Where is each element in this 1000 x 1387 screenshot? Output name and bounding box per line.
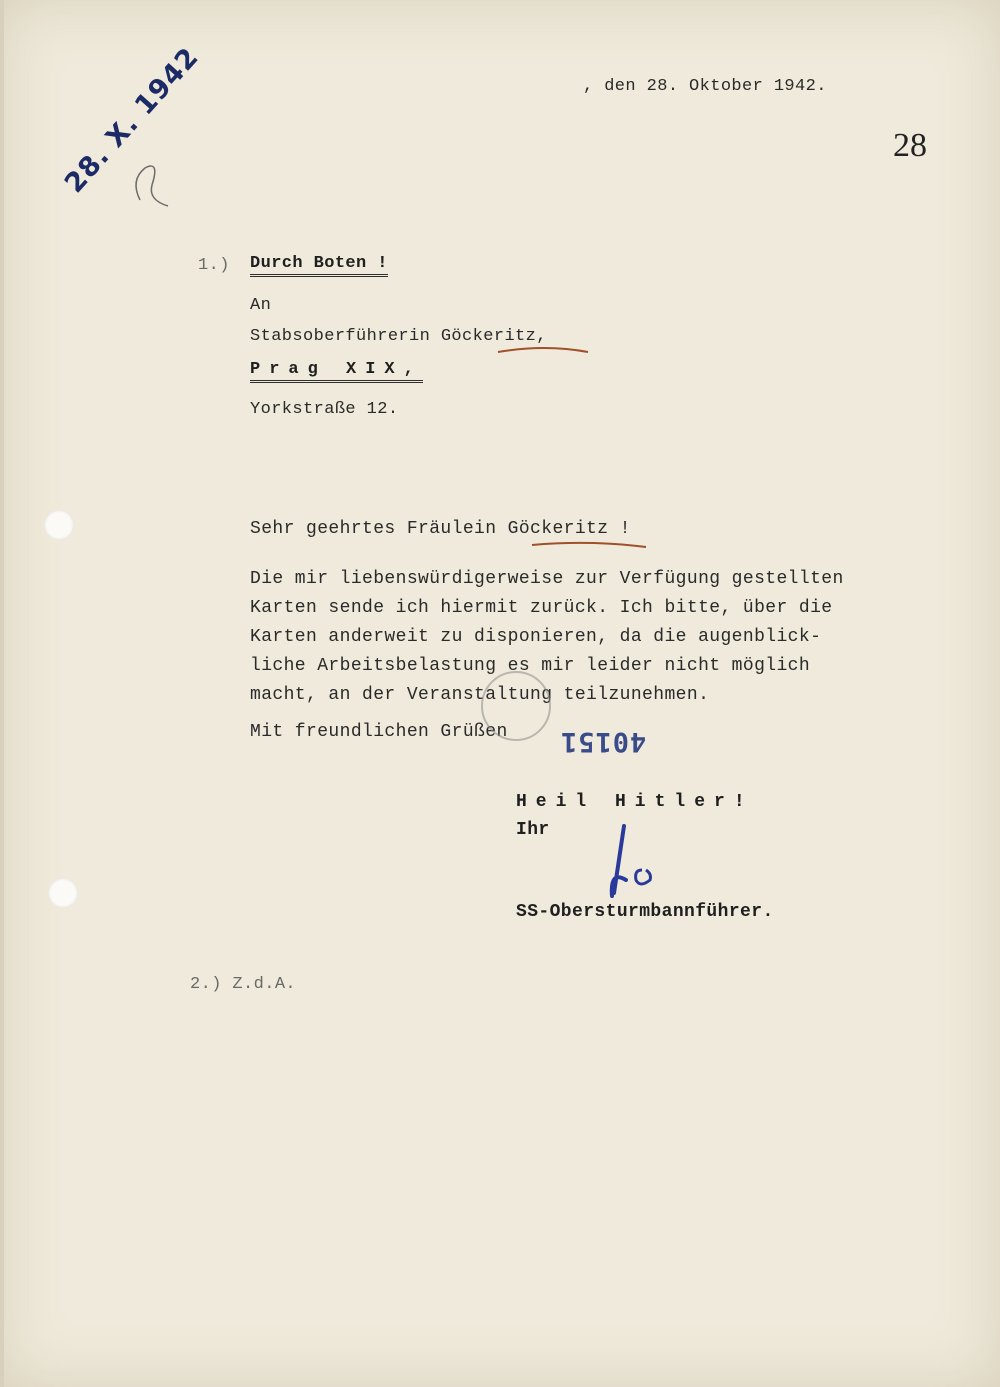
body-line: macht, an der Veranstaltung teilzunehmen. [250, 685, 710, 705]
body-line: Karten anderweit zu disponieren, da die augenblick- [250, 627, 822, 647]
handwritten-signature-loop [636, 870, 651, 884]
item-2-note: 2.) Z.d.A. [190, 975, 297, 994]
closing-line: Mit freundlichen Grüßen [250, 722, 508, 742]
recipient-city: Prag XIX, [250, 360, 423, 383]
address-to: An [250, 296, 272, 315]
pencil-initial [136, 166, 168, 206]
delivery-note: Durch Boten ! [250, 254, 388, 277]
office-seal-stamp [482, 672, 550, 740]
body-line: liche Arbeitsbelastung es mir leider nicht möglich [250, 656, 811, 676]
folio-number: 28 [893, 127, 927, 164]
registry-number-stamp: 40151 [560, 726, 647, 757]
body-line: Karten sende ich hiermit zurück. Ich bitte, über die [250, 598, 833, 618]
salutation: Sehr geehrtes Fräulein Göckeritz ! [250, 519, 631, 539]
sign-off-ihr: Ihr [516, 820, 550, 840]
red-underline-recipient [498, 348, 588, 352]
body-line: Die mir liebenswürdigerweise zur Verfügung gestellten [250, 569, 844, 589]
recipient-name: Stabsoberführerin Göckeritz, [250, 327, 547, 346]
handwritten-signature [612, 826, 626, 896]
red-underline-salutation [532, 543, 646, 547]
letter-date: , den 28. Oktober 1942. [583, 77, 827, 96]
sign-off-greeting: Heil Hitler! [516, 792, 754, 812]
received-date-stamp: 28. X. 1942 [58, 41, 206, 200]
recipient-street: Yorkstraße 12. [250, 400, 399, 419]
signatory-rank: SS-Obersturmbannführer. [516, 902, 774, 922]
item-1-marker: 1.) [198, 256, 230, 275]
